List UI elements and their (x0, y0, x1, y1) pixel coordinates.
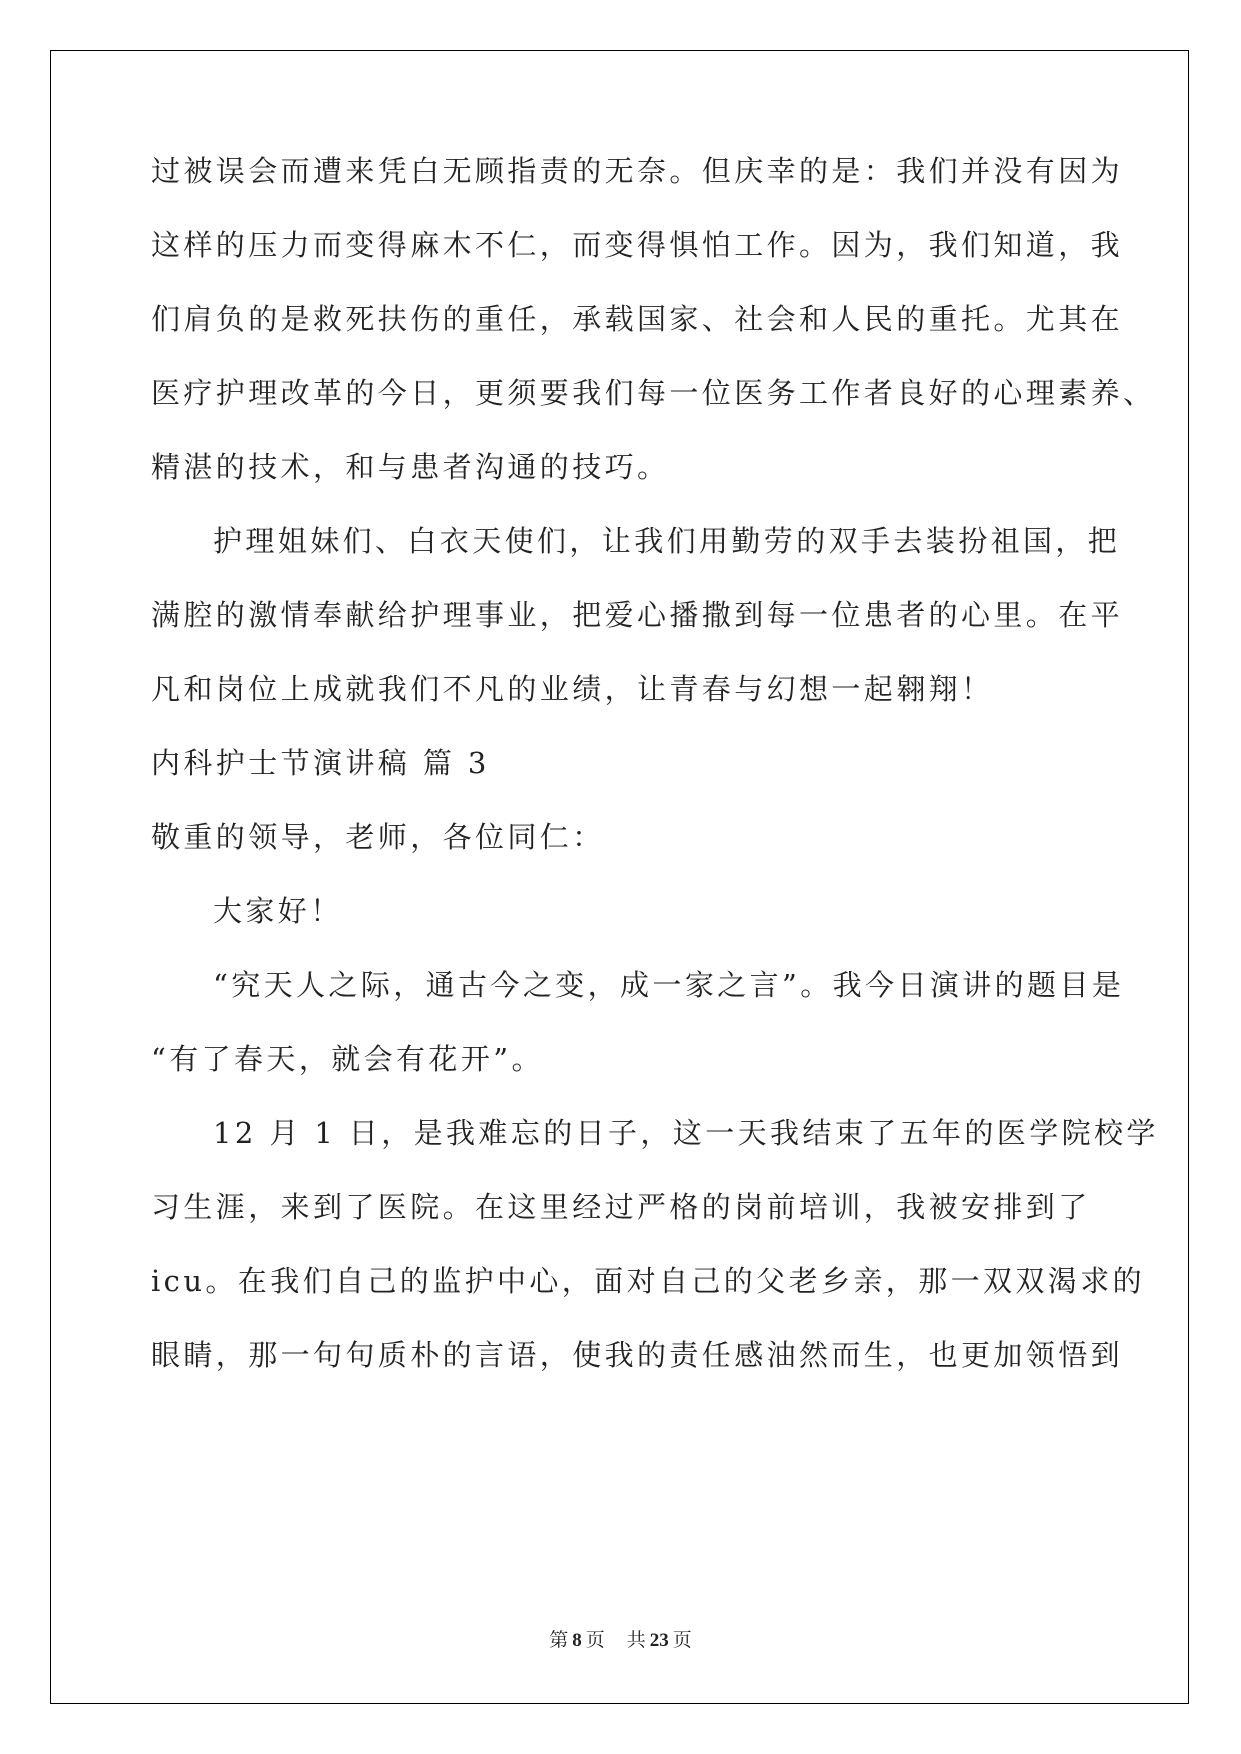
paragraph-line: icu。在我们自己的监护中心，面对自己的父老乡亲，那一双双渴求的 (151, 1264, 1145, 1298)
page-suffix: 页 (585, 1630, 605, 1651)
paragraph-line: 习生涯，来到了医院。在这里经过严格的岗前培训，我被安排到了 (151, 1190, 1091, 1224)
paragraph-line: 精湛的技术，和与患者沟通的技巧。 (151, 450, 670, 484)
greeting: 大家好！ (213, 894, 343, 928)
paragraph-line: 医疗护理改革的今日，更须要我们每一位医务工作者良好的心理素养、 (151, 376, 1156, 410)
paragraph-line: 满腔的激情奉献给护理事业，把爱心播撒到每一位患者的心里。在平 (151, 598, 1124, 632)
document-page (50, 50, 1189, 1704)
total-page-count: 23 (649, 1630, 669, 1651)
paragraph-line: 12 月 1 日，是我难忘的日子，这一天我结束了五年的医学院校学 (213, 1116, 1159, 1150)
section-heading: 内科护士节演讲稿 篇 3 (151, 746, 490, 780)
page-footer (0, 1625, 1241, 1652)
paragraph-line: 护理姐妹们、白衣天使们，让我们用勤劳的双手去装扮祖国，把 (213, 524, 1121, 558)
current-page-number: 8 (572, 1630, 582, 1651)
paragraph-line: 这样的压力而变得麻木不仁，而变得惧怕工作。因为，我们知道，我 (151, 228, 1124, 262)
total-suffix: 页 (672, 1630, 692, 1651)
total-prefix: 共 (626, 1630, 646, 1651)
paragraph-line: 过被误会而遭来凭白无顾指责的无奈。但庆幸的是：我们并没有因为 (151, 154, 1124, 188)
paragraph-line: 们肩负的是救死扶伤的重任，承载国家、社会和人民的重托。尤其在 (151, 302, 1124, 336)
salutation: 敬重的领导，老师，各位同仁： (151, 820, 605, 854)
paragraph-line: “究天人之际，通古今之变，成一家之言”。我今日演讲的题目是 (213, 968, 1125, 1002)
paragraph-line: “有了春天，就会有花开”。 (151, 1042, 544, 1076)
page-prefix: 第 (549, 1630, 569, 1651)
paragraph-line: 凡和岗位上成就我们不凡的业绩，让青春与幻想一起翱翔！ (151, 672, 994, 706)
paragraph-line: 眼睛，那一句句质朴的言语，使我的责任感油然而生，也更加领悟到 (151, 1338, 1124, 1372)
